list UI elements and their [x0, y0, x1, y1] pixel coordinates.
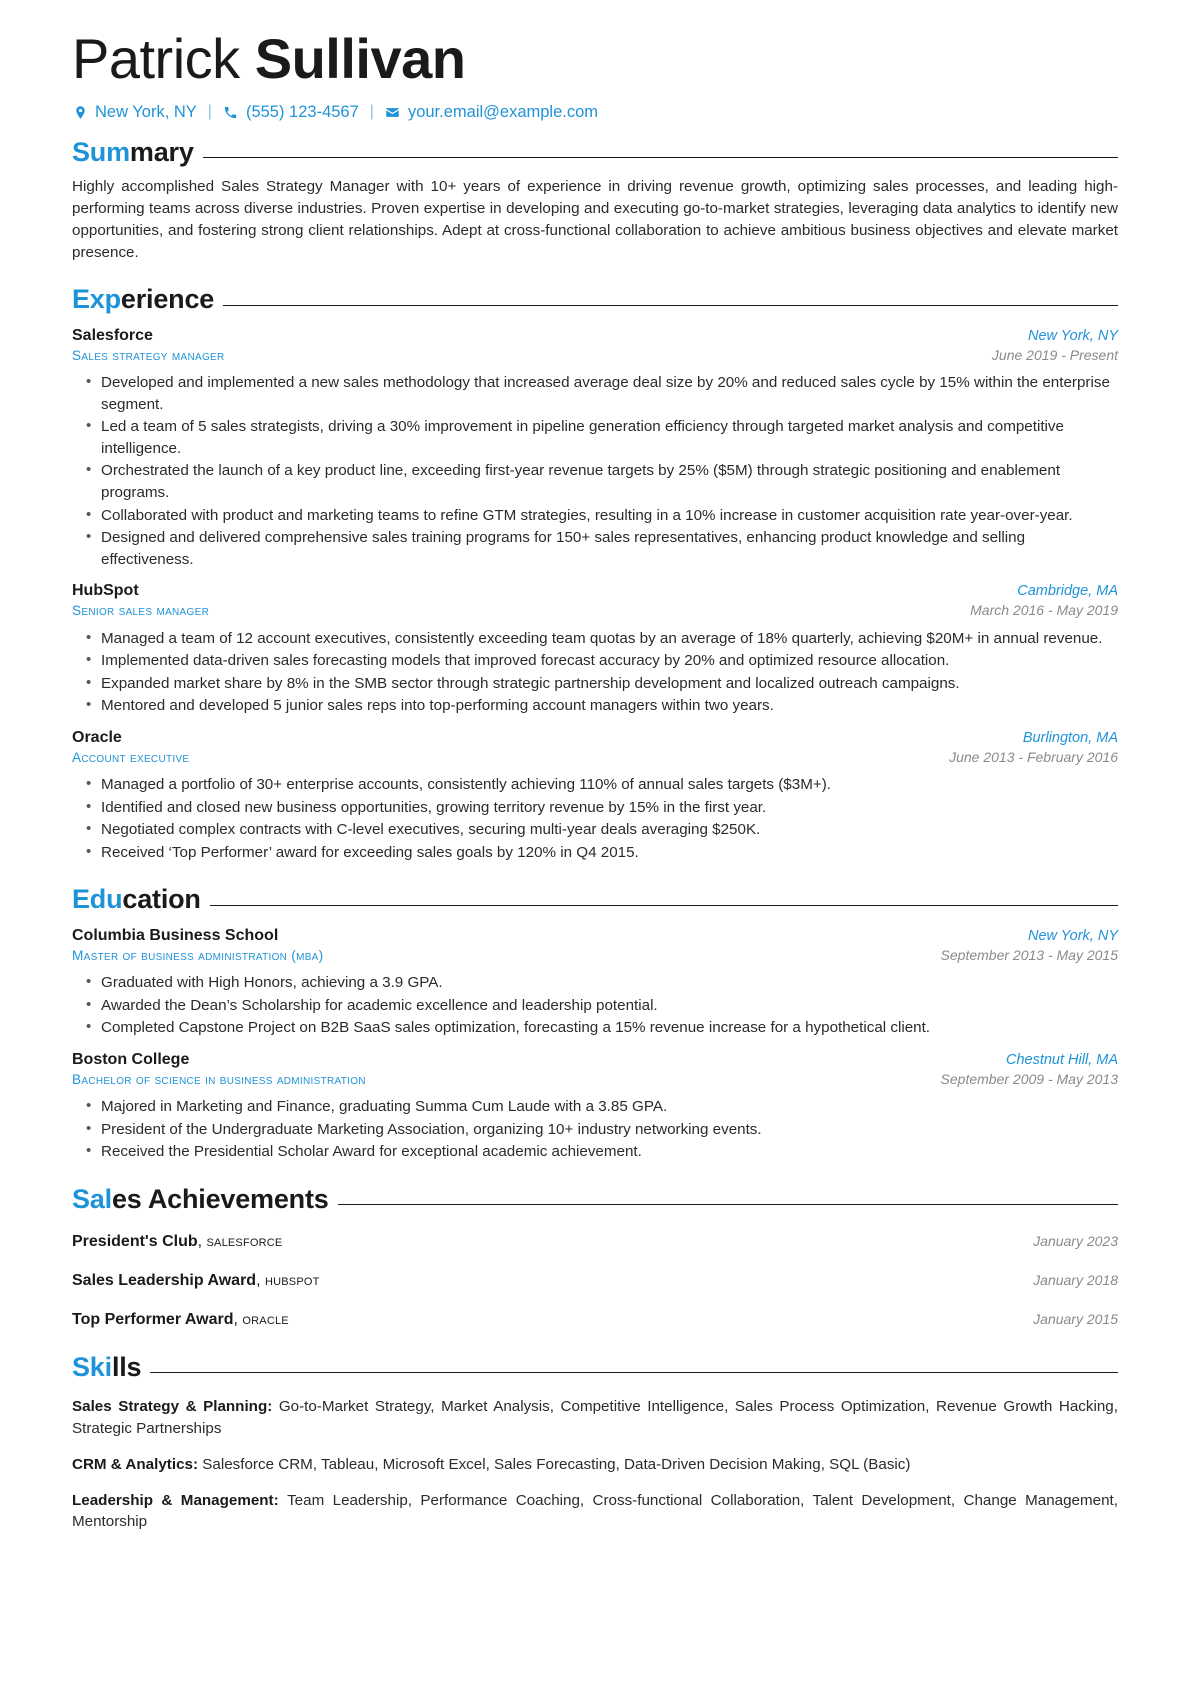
- contact-bar: [72, 103, 1118, 122]
- experience-entry: [72, 581, 1118, 716]
- section-education-title: [72, 885, 201, 915]
- envelope-icon: [385, 104, 401, 120]
- achievement-label: [72, 1232, 282, 1253]
- contact-location: [72, 103, 197, 122]
- list-item: • Managed a team of 12 account executives, consistently exceeding team quotas by an average of 18% quarterly, achieving $20M+ in annual revenue.: [72, 628, 1118, 650]
- section-divider: [223, 305, 1118, 306]
- section-title-rest: es Achievements: [111, 1183, 329, 1214]
- section-divider: [210, 905, 1118, 906]
- skill-spacer: [279, 1492, 287, 1509]
- achievement-row: [72, 1310, 1118, 1331]
- experience-bullets: [72, 628, 1118, 717]
- contact-email: [385, 103, 598, 122]
- education-bullets: [72, 972, 1118, 1039]
- achievement-date: January 2015: [1033, 1311, 1118, 1327]
- experience-location: New York, NY: [1028, 328, 1118, 345]
- section-education: [72, 885, 1118, 1162]
- section-skills-header: [72, 1353, 1118, 1383]
- section-title-rest: lls: [111, 1351, 142, 1382]
- list-item: • Developed and implemented a new sales methodology that increased average deal size by 20% and reduced sales cycle by 15% within the enterprise segment.: [72, 372, 1118, 415]
- section-title-accent: Exp: [72, 284, 121, 315]
- contact-phone: [223, 103, 359, 122]
- achievement-label: [72, 1271, 320, 1292]
- list-item: • Implemented data-driven sales forecasting models that improved forecast accuracy by 20% and optimized resource allocation.: [72, 650, 1118, 672]
- section-title-rest: mary: [129, 136, 194, 167]
- contact-email-text: your.email@example.com: [407, 102, 599, 121]
- section-skills-title: [72, 1353, 141, 1383]
- achievement-title: President's Club: [72, 1233, 198, 1251]
- experience-entry-org-row: [72, 326, 1118, 347]
- achievement-org: salesforce: [206, 1233, 283, 1251]
- last-name: Sullivan: [254, 27, 466, 90]
- section-achievements-header: [72, 1185, 1118, 1215]
- education-date: September 2009 - May 2013: [940, 1070, 1118, 1087]
- achievement-comma: ,: [233, 1311, 243, 1328]
- achievement-row: [72, 1232, 1118, 1253]
- skill-row: [72, 1454, 1118, 1476]
- experience-org: HubSpot: [72, 582, 139, 600]
- achievement-label: [72, 1310, 289, 1331]
- experience-bullets: [72, 774, 1118, 863]
- phone-icon: [223, 104, 239, 120]
- list-item: • Designed and delivered comprehensive sales training programs for 150+ sales representatives, enhancing product knowledge and selling effectiveness.: [72, 527, 1118, 570]
- skill-items: Team Leadership, Performance Coaching, Cross-functional Collaboration, Talent Development, Change Management, Mentorship: [72, 1491, 1118, 1531]
- section-title-accent: Sal: [72, 1183, 112, 1214]
- experience-location: Cambridge, MA: [1017, 583, 1118, 600]
- experience-entry: [72, 728, 1118, 863]
- list-item: • Graduated with High Honors, achieving a 3.9 GPA.: [72, 972, 1118, 994]
- achievement-date: January 2023: [1033, 1233, 1118, 1250]
- list-item: • Collaborated with product and marketing teams to refine GTM strategies, resulting in a 10% increase in customer acquisition rate year-over-year.: [72, 505, 1118, 527]
- skill-items: Go-to-Market Strategy, Market Analysis, Competitive Intelligence, Sales Process Optimization, Revenue Growth Hacking, Strategic Partnerships: [72, 1398, 1118, 1438]
- list-item: • Led a team of 5 sales strategists, driving a 30% improvement in pipeline generation efficiency through targeted market analysis and competitive intelligence.: [72, 416, 1118, 459]
- section-achievements: [72, 1185, 1118, 1331]
- experience-entry: [72, 326, 1118, 570]
- section-experience-title: [72, 285, 214, 315]
- education-date: September 2013 - May 2015: [940, 946, 1118, 963]
- skill-row: [72, 1490, 1118, 1533]
- experience-date: March 2016 - May 2019: [970, 602, 1118, 619]
- section-divider: [150, 1372, 1118, 1373]
- achievement-row: [72, 1271, 1118, 1292]
- section-divider: [203, 157, 1118, 158]
- list-item: • Received ‘Top Performer’ award for exceeding sales goals by 120% in Q4 2015.: [72, 842, 1118, 864]
- experience-bullets: [72, 372, 1118, 570]
- experience-role: Senior sales manager: [72, 603, 210, 619]
- experience-entry-role-row: [72, 347, 1118, 365]
- page-title: [72, 28, 1118, 91]
- education-location: New York, NY: [1028, 927, 1118, 944]
- education-entry-org-row: [72, 926, 1118, 947]
- section-skills: [72, 1353, 1118, 1533]
- section-title-rest: erience: [120, 284, 215, 315]
- experience-date: June 2019 - Present: [991, 346, 1118, 363]
- location-pin-icon: [72, 104, 88, 120]
- education-bullets: [72, 1096, 1118, 1163]
- section-divider: [338, 1204, 1118, 1205]
- achievement-date: January 2018: [1033, 1272, 1118, 1289]
- experience-org: Salesforce: [72, 327, 153, 345]
- contact-phone-text: (555) 123-4567: [245, 102, 359, 121]
- education-entry: [72, 1050, 1118, 1163]
- list-item: • President of the Undergraduate Marketing Association, organizing 10+ industry networking events.: [72, 1119, 1118, 1141]
- skill-category: Sales Strategy & Planning:: [72, 1398, 273, 1416]
- achievement-org: oracle: [242, 1311, 289, 1328]
- list-item: • Completed Capstone Project on B2B SaaS sales optimization, forecasting a 15% revenue increase for a hypothetical client.: [72, 1017, 1118, 1039]
- education-entry-role-row: [72, 947, 1118, 965]
- section-title-rest: cation: [122, 884, 201, 915]
- section-summary-header: [72, 138, 1118, 168]
- experience-org: Oracle: [72, 728, 122, 746]
- education-entry-role-row: [72, 1071, 1118, 1089]
- resume-header: [72, 28, 1118, 122]
- experience-role: Sales strategy manager: [72, 347, 225, 363]
- skill-row: [72, 1396, 1118, 1439]
- achievement-comma: ,: [256, 1272, 265, 1290]
- list-item: • Majored in Marketing and Finance, graduating Summa Cum Laude with a 3.85 GPA.: [72, 1096, 1118, 1118]
- achievement-title: Top Performer Award: [72, 1311, 234, 1328]
- list-item: • Mentored and developed 5 junior sales reps into top-performing account managers within two years.: [72, 695, 1118, 717]
- list-item: • Managed a portfolio of 30+ enterprise accounts, consistently achieving 110% of annual sales targets ($3M+).: [72, 774, 1118, 796]
- section-summary-title: [72, 138, 194, 168]
- experience-role: Account executive: [72, 749, 190, 765]
- education-entry: [72, 926, 1118, 1039]
- experience-location: Burlington, MA: [1022, 729, 1118, 746]
- experience-entry-org-row: [72, 728, 1118, 749]
- achievement-comma: ,: [197, 1233, 207, 1251]
- list-item: • Negotiated complex contracts with C-level executives, securing multi-year deals averaging $250K.: [72, 819, 1118, 841]
- skill-category: Leadership & Management:: [72, 1491, 279, 1509]
- section-title-accent: Ski: [72, 1351, 112, 1382]
- experience-entry-role-row: [72, 749, 1118, 767]
- summary-text: Highly accomplished Sales Strategy Manager with 10+ years of experience in driving revenue growth, optimizing sales processes, and leading high-performing teams across diverse industries. Proven expertise in developing and executing go-to-market strategies, leveraging data analytics to identify new opportunities, and fostering strong client relationships. Adept at cross-functional collaboration to achieve ambitious business objectives and elevate market presence.: [72, 178, 1118, 261]
- section-experience-header: [72, 285, 1118, 315]
- skill-items: Salesforce CRM, Tableau, Microsoft Excel, Sales Forecasting, Data-Driven Decision Making, SQL (Basic): [202, 1455, 911, 1473]
- education-org: Boston College: [72, 1050, 190, 1068]
- section-title-accent: Edu: [72, 884, 123, 915]
- section-experience: [72, 285, 1118, 863]
- section-education-header: [72, 885, 1118, 915]
- list-item: • Received the Presidential Scholar Award for exceptional academic achievement.: [72, 1141, 1118, 1163]
- first-name: Patrick: [72, 27, 240, 90]
- education-entry-org-row: [72, 1050, 1118, 1071]
- list-item: • Orchestrated the launch of a key product line, exceeding first-year revenue targets by 25% ($5M) through strategic positioning and enablement programs.: [72, 460, 1118, 503]
- section-achievements-title: [72, 1185, 329, 1215]
- list-item: • Expanded market share by 8% in the SMB sector through strategic partnership development and localized outreach campaigns.: [72, 673, 1118, 695]
- list-item: • Awarded the Dean’s Scholarship for academic excellence and leadership potential.: [72, 995, 1118, 1017]
- education-degree: Bachelor of science in business administration: [72, 1071, 366, 1087]
- achievement-org: hubspot: [264, 1272, 320, 1290]
- section-title-accent: Sum: [72, 136, 130, 167]
- education-degree: Master of business administration (mba): [72, 947, 324, 963]
- achievement-title: Sales Leadership Award: [72, 1272, 257, 1290]
- experience-entry-role-row: [72, 602, 1118, 620]
- experience-entry-org-row: [72, 581, 1118, 602]
- experience-date: June 2013 - February 2016: [949, 748, 1118, 765]
- contact-location-text: New York, NY: [95, 102, 197, 121]
- education-org: Columbia Business School: [72, 926, 279, 944]
- section-summary: [72, 138, 1118, 264]
- contact-separator-2: |: [369, 103, 374, 121]
- list-item: • Identified and closed new business opportunities, growing territory revenue by 15% in the first year.: [72, 797, 1118, 819]
- contact-separator: |: [207, 103, 212, 121]
- skill-category: CRM & Analytics:: [72, 1455, 199, 1473]
- education-location: Chestnut Hill, MA: [1005, 1051, 1118, 1068]
